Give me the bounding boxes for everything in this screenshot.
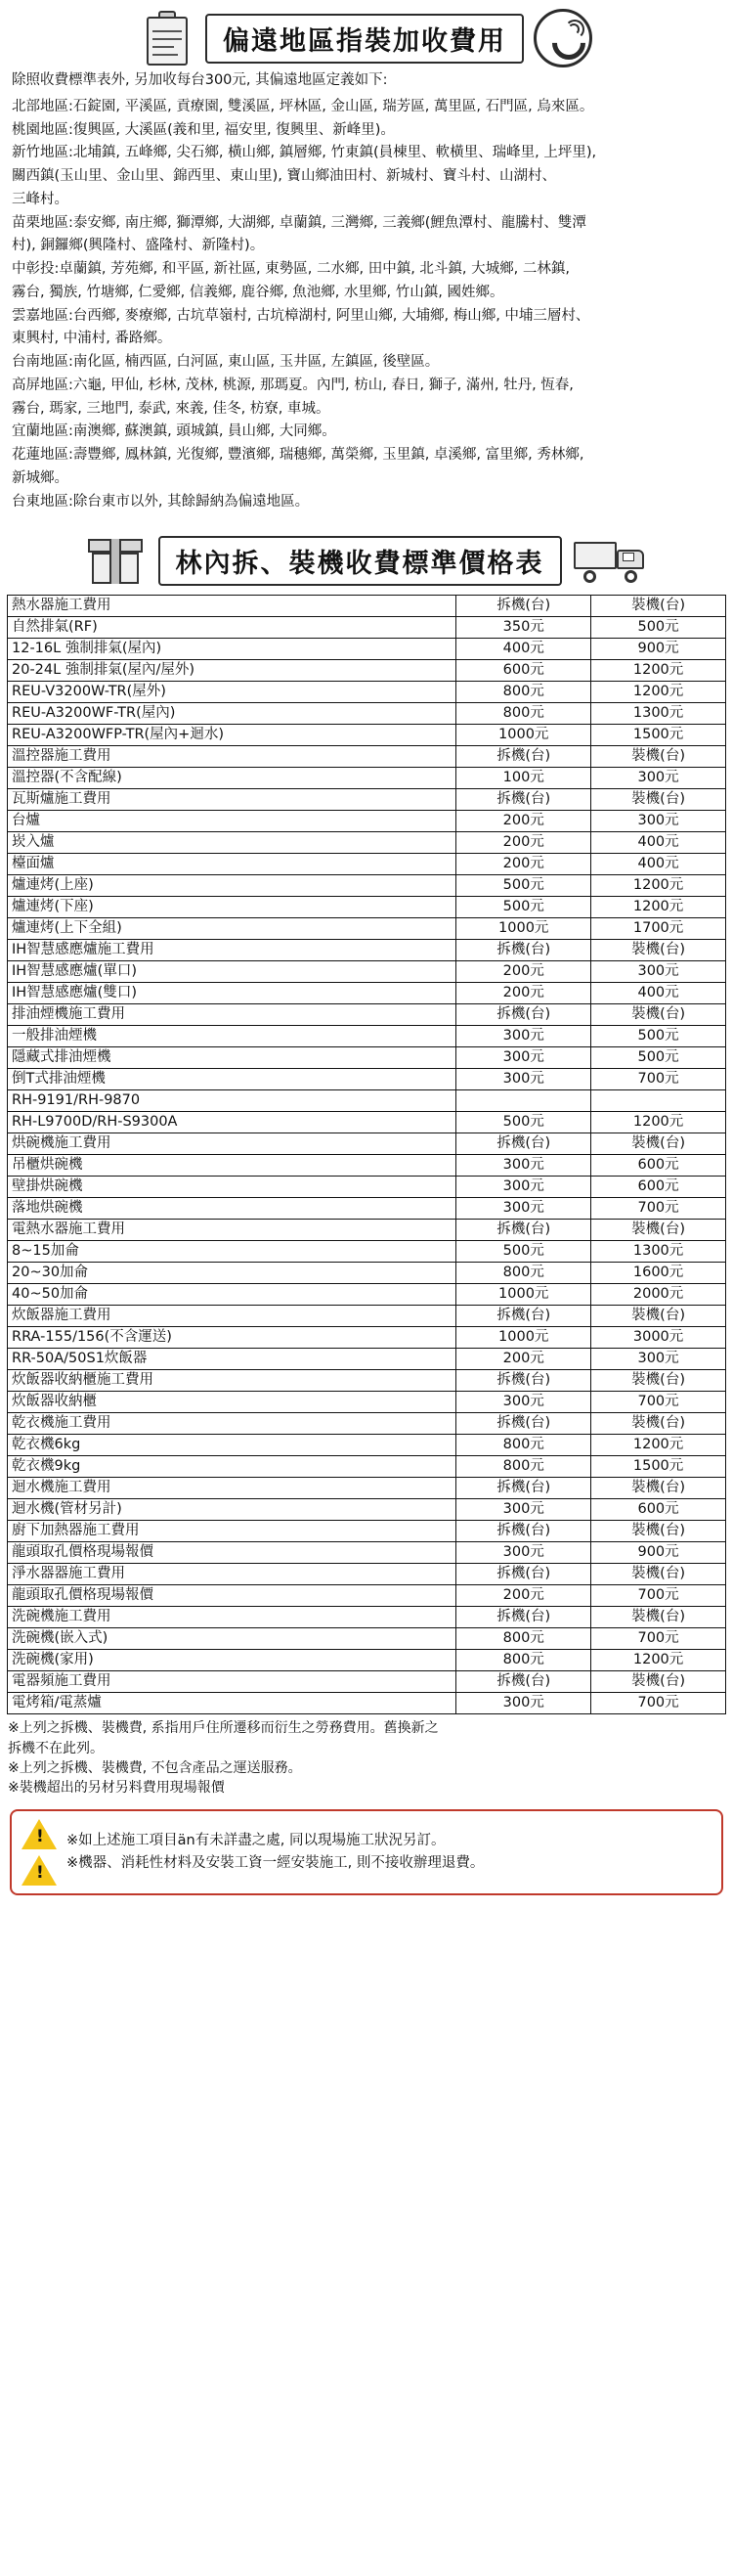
remote-area-line: 三峰村。	[12, 191, 68, 207]
price-install-fee: 3000元	[591, 1327, 726, 1349]
price-removal-fee: 300元	[456, 1177, 591, 1198]
price-item-name: 40~50加侖	[8, 1284, 456, 1306]
price-install-fee: 300元	[591, 1349, 726, 1370]
table-row	[8, 961, 726, 983]
price-removal-fee: 拆機(台)	[456, 1413, 591, 1435]
remote-area-line: 高屏地區:六龜, 甲仙, 杉林, 茂林, 桃源, 那瑪夏。內門, 枋山, 春日, 獅子, 滿州, 牡丹, 恆春,	[12, 377, 574, 393]
price-install-fee: 300元	[591, 811, 726, 832]
price-removal-fee: 300元	[456, 1693, 591, 1714]
table-row	[8, 1585, 726, 1607]
price-removal-fee: 200元	[456, 1349, 591, 1370]
price-install-fee	[591, 1090, 726, 1112]
price-item-name: 乾衣機施工費用	[8, 1413, 456, 1435]
price-item-name: 爐連烤(上座)	[8, 875, 456, 897]
price-install-fee: 裝機(台)	[591, 1607, 726, 1628]
price-install-fee: 400元	[591, 983, 726, 1004]
remote-area-line: 東興村, 中浦村, 番路鄉。	[12, 331, 172, 347]
price-removal-fee: 100元	[456, 768, 591, 789]
note-line: ※上列之拆機、裝機費, 不包含產品之運送服務。	[8, 1759, 302, 1776]
price-removal-fee: 拆機(台)	[456, 940, 591, 961]
price-item-name: RH-9191/RH-9870	[8, 1090, 456, 1112]
price-item-name: RH-L9700D/RH-S9300A	[8, 1112, 456, 1133]
phone-icon	[534, 9, 592, 67]
price-install-fee: 1200元	[591, 682, 726, 703]
price-item-name: 乾衣機6kg	[8, 1435, 456, 1456]
price-table-section-row	[8, 940, 726, 961]
table-row	[8, 832, 726, 854]
table-row	[8, 682, 726, 703]
warning-box	[10, 1809, 723, 1895]
price-item-name: 炊飯器施工費用	[8, 1306, 456, 1327]
price-removal-fee: 拆機(台)	[456, 1521, 591, 1542]
price-removal-fee: 200元	[456, 983, 591, 1004]
price-table-body	[8, 596, 726, 1714]
remote-area-line: 霧台, 獨族, 竹塘鄉, 仁愛鄉, 信義鄉, 鹿谷鄉, 魚池鄉, 水里鄉, 竹山鎮, 國姓鄉。	[12, 284, 504, 300]
table-row	[8, 854, 726, 875]
price-removal-fee: 拆機(台)	[456, 1478, 591, 1499]
price-removal-fee: 拆機(台)	[456, 1306, 591, 1327]
table-row	[8, 1650, 726, 1671]
remote-area-line: 村), 銅鑼鄉(興隆村、盛隆村、新隆村)。	[12, 238, 265, 254]
price-item-name: 龍頭取孔價格現場報價	[8, 1585, 456, 1607]
price-item-name: 爐連烤(下座)	[8, 897, 456, 918]
price-install-fee: 300元	[591, 961, 726, 983]
table-row	[8, 1542, 726, 1564]
price-item-name: 熱水器施工費用	[8, 596, 456, 617]
warning-triangle-icon	[22, 1855, 57, 1886]
price-removal-fee: 200元	[456, 854, 591, 875]
table-row	[8, 1090, 726, 1112]
price-install-fee: 1500元	[591, 1456, 726, 1478]
price-item-name: 自然排氣(RF)	[8, 617, 456, 639]
price-removal-fee: 拆機(台)	[456, 1220, 591, 1241]
price-item-name: 8~15加侖	[8, 1241, 456, 1263]
table-row	[8, 1177, 726, 1198]
table-row	[8, 1198, 726, 1220]
remote-area-line: 新城鄉。	[12, 469, 68, 486]
price-table	[7, 595, 726, 1714]
price-item-name: 電熱水器施工費用	[8, 1220, 456, 1241]
note-line: ※裝機超出的另材另料費用現場報價	[8, 1780, 225, 1797]
price-removal-fee: 800元	[456, 703, 591, 725]
price-install-fee: 400元	[591, 832, 726, 854]
price-item-name: 迴水機施工費用	[8, 1478, 456, 1499]
price-removal-fee: 拆機(台)	[456, 1370, 591, 1392]
price-install-fee: 1600元	[591, 1263, 726, 1284]
price-install-fee: 500元	[591, 617, 726, 639]
price-install-fee: 600元	[591, 1499, 726, 1521]
price-install-fee: 裝機(台)	[591, 1004, 726, 1026]
price-removal-fee: 300元	[456, 1155, 591, 1177]
table-row	[8, 1069, 726, 1090]
price-install-fee: 700元	[591, 1628, 726, 1650]
price-removal-fee: 200元	[456, 811, 591, 832]
warning-triangle-icon	[22, 1819, 57, 1849]
price-item-name: 電烤箱/電蒸爐	[8, 1693, 456, 1714]
table-row	[8, 1026, 726, 1047]
table-row	[8, 1284, 726, 1306]
warning-line: ※機器、消耗性材料及安裝工資一經安裝施工, 則不接收辦理退費。	[66, 1855, 485, 1872]
remote-area-section	[0, 0, 733, 522]
price-install-fee: 700元	[591, 1069, 726, 1090]
table-row	[8, 725, 726, 746]
price-install-fee: 1500元	[591, 725, 726, 746]
table-row	[8, 1241, 726, 1263]
price-item-name: RRA-155/156(不含運送)	[8, 1327, 456, 1349]
table-row	[8, 918, 726, 940]
price-removal-fee: 300元	[456, 1198, 591, 1220]
price-item-name: 落地烘碗機	[8, 1198, 456, 1220]
price-item-name: 崁入爐	[8, 832, 456, 854]
price-removal-fee: 500元	[456, 875, 591, 897]
price-install-fee: 裝機(台)	[591, 1133, 726, 1155]
price-item-name: 倒T式排油煙機	[8, 1069, 456, 1090]
price-install-fee: 1200元	[591, 660, 726, 682]
price-table-section-row	[8, 1478, 726, 1499]
price-table-title: 林內拆、裝機收費標準價格表	[158, 536, 562, 586]
price-item-name: 洗碗機(嵌入式)	[8, 1628, 456, 1650]
price-removal-fee: 300元	[456, 1542, 591, 1564]
price-item-name: 排油煙機施工費用	[8, 1004, 456, 1026]
remote-area-line: 台東地區:除台東市以外, 其餘歸納為偏遠地區。	[12, 493, 310, 510]
price-install-fee: 900元	[591, 1542, 726, 1564]
price-item-name: REU-V3200W-TR(屋外)	[8, 682, 456, 703]
price-removal-fee: 1000元	[456, 1327, 591, 1349]
price-item-name: 台爐	[8, 811, 456, 832]
price-item-name: 12-16L 強制排氣(屋內)	[8, 639, 456, 660]
price-install-fee: 600元	[591, 1177, 726, 1198]
table-row	[8, 983, 726, 1004]
price-removal-fee: 拆機(台)	[456, 1671, 591, 1693]
price-table-section-row	[8, 1004, 726, 1026]
price-item-name: 電器頻施工費用	[8, 1671, 456, 1693]
table-row	[8, 1456, 726, 1478]
warning-line: ※如上述施工項目än有未詳盡之處, 同以現場施工狀況另訂。	[66, 1833, 446, 1849]
price-removal-fee: 800元	[456, 1650, 591, 1671]
price-item-name: 洗碗機施工費用	[8, 1607, 456, 1628]
price-install-fee: 1200元	[591, 1112, 726, 1133]
price-item-name: 廚下加熱器施工費用	[8, 1521, 456, 1542]
price-item-name: IH智慧感應爐(單口)	[8, 961, 456, 983]
price-install-fee: 500元	[591, 1047, 726, 1069]
price-removal-fee: 350元	[456, 617, 591, 639]
price-install-fee: 1200元	[591, 1435, 726, 1456]
price-removal-fee: 1000元	[456, 918, 591, 940]
price-item-name: 爐連烤(上下全組)	[8, 918, 456, 940]
price-table-section-row	[8, 1220, 726, 1241]
remote-area-body	[6, 68, 727, 522]
price-removal-fee: 300元	[456, 1047, 591, 1069]
price-install-fee: 1200元	[591, 875, 726, 897]
remote-area-title: 偏遠地區指裝加收費用	[205, 14, 524, 64]
price-install-fee: 1700元	[591, 918, 726, 940]
price-item-name: IH智慧感應爐施工費用	[8, 940, 456, 961]
table-row	[8, 660, 726, 682]
price-install-fee: 1200元	[591, 897, 726, 918]
remote-area-header	[6, 8, 727, 68]
price-table-section-row	[8, 1607, 726, 1628]
table-row	[8, 897, 726, 918]
price-install-fee: 裝機(台)	[591, 1413, 726, 1435]
table-row	[8, 1349, 726, 1370]
price-removal-fee: 拆機(台)	[456, 596, 591, 617]
price-install-fee: 500元	[591, 1026, 726, 1047]
price-item-name: 烘碗機施工費用	[8, 1133, 456, 1155]
price-removal-fee: 拆機(台)	[456, 1004, 591, 1026]
table-row	[8, 1112, 726, 1133]
remote-area-line: 宜蘭地區:南澳鄉, 蘇澳鎮, 頭城鎮, 員山鄉, 大同鄉。	[12, 423, 336, 440]
price-removal-fee: 300元	[456, 1026, 591, 1047]
price-install-fee: 裝機(台)	[591, 1564, 726, 1585]
price-removal-fee: 800元	[456, 1456, 591, 1478]
price-install-fee: 700元	[591, 1585, 726, 1607]
remote-area-line: 花蓮地區:壽豐鄉, 鳳林鎮, 光復鄉, 豐濱鄉, 瑞穗鄉, 萬榮鄉, 玉里鎮, 卓溪鄉, 富里鄉, 秀林鄉,	[12, 447, 584, 463]
price-table-section-row	[8, 1671, 726, 1693]
price-removal-fee: 500元	[456, 1112, 591, 1133]
price-removal-fee: 200元	[456, 832, 591, 854]
price-item-name: REU-A3200WFP-TR(屋內+迴水)	[8, 725, 456, 746]
price-install-fee: 裝機(台)	[591, 1220, 726, 1241]
price-item-name: 20-24L 強制排氣(屋內/屋外)	[8, 660, 456, 682]
price-item-name: 乾衣機9kg	[8, 1456, 456, 1478]
remote-area-line: 苗栗地區:泰安鄉, 南庄鄉, 獅潭鄉, 大湖鄉, 卓蘭鎮, 三灣鄉, 三義鄉(鯉魚潭村、龍騰村、雙潭	[12, 214, 586, 231]
table-row	[8, 1628, 726, 1650]
price-item-name: 檯面爐	[8, 854, 456, 875]
price-removal-fee: 800元	[456, 1435, 591, 1456]
price-removal-fee: 200元	[456, 1585, 591, 1607]
price-item-name: 炊飯器收納櫃施工費用	[8, 1370, 456, 1392]
price-install-fee: 裝機(台)	[591, 1306, 726, 1327]
price-install-fee: 1300元	[591, 703, 726, 725]
price-item-name: IH智慧感應爐(雙口)	[8, 983, 456, 1004]
price-removal-fee: 300元	[456, 1392, 591, 1413]
price-install-fee: 1200元	[591, 1650, 726, 1671]
remote-area-line: 桃園地區:復興區, 大溪區(義和里, 福安里, 復興里、新峰里)。	[12, 121, 395, 138]
remote-area-line: 雲嘉地區:台西鄉, 麥療鄉, 古坑草嶺村, 古坑樟湖村, 阿里山鄉, 大埔鄉, 梅山鄉, 中埔三層村、	[12, 307, 590, 324]
price-removal-fee: 拆機(台)	[456, 1607, 591, 1628]
price-install-fee: 裝機(台)	[591, 1370, 726, 1392]
price-table-section-row	[8, 1413, 726, 1435]
remote-area-line: 北部地區:石錠園, 平溪區, 貢療園, 雙溪區, 坪林區, 金山區, 瑞芳區, 萬里區, 石門區, 烏來區。	[12, 98, 594, 114]
table-row	[8, 1047, 726, 1069]
price-install-fee: 700元	[591, 1392, 726, 1413]
price-install-fee: 600元	[591, 1155, 726, 1177]
price-removal-fee: 拆機(台)	[456, 746, 591, 768]
remote-area-line: 霧台, 瑪家, 三地門, 泰武, 來義, 佳冬, 枋寮, 車城。	[12, 400, 330, 417]
price-item-name: 吊櫃烘碗機	[8, 1155, 456, 1177]
price-table-section-row	[8, 1370, 726, 1392]
price-removal-fee	[456, 1090, 591, 1112]
table-row	[8, 1155, 726, 1177]
price-install-fee: 裝機(台)	[591, 1478, 726, 1499]
price-install-fee: 裝機(台)	[591, 1521, 726, 1542]
warning-text	[66, 1830, 484, 1875]
table-row	[8, 617, 726, 639]
remote-area-line: 中彰投:卓蘭鎮, 芳苑鄉, 和平區, 新社區, 東勢區, 二水鄉, 田中鎮, 北斗鎮, 大城鄉, 二林鎮,	[12, 261, 570, 277]
warning-icons	[22, 1819, 57, 1886]
table-row	[8, 1693, 726, 1714]
price-install-fee: 700元	[591, 1693, 726, 1714]
price-item-name: 溫控器(不含配線)	[8, 768, 456, 789]
price-table-section-row	[8, 1521, 726, 1542]
price-install-fee: 裝機(台)	[591, 746, 726, 768]
price-table-section	[0, 528, 733, 1714]
price-removal-fee: 拆機(台)	[456, 789, 591, 811]
price-table-header	[0, 528, 733, 593]
price-table-section-row	[8, 596, 726, 617]
price-removal-fee: 300元	[456, 1069, 591, 1090]
table-row	[8, 1435, 726, 1456]
table-row	[8, 811, 726, 832]
price-install-fee: 400元	[591, 854, 726, 875]
note-line: ※上列之拆機、裝機費, 系指用戶住所遷移而衍生之勞務費用。舊換新之	[8, 1720, 439, 1737]
price-install-fee: 裝機(台)	[591, 596, 726, 617]
price-removal-fee: 拆機(台)	[456, 1133, 591, 1155]
price-item-name: 瓦斯爐施工費用	[8, 789, 456, 811]
price-install-fee: 900元	[591, 639, 726, 660]
clipboard-icon	[141, 9, 195, 67]
price-item-name: 溫控器施工費用	[8, 746, 456, 768]
price-removal-fee: 600元	[456, 660, 591, 682]
price-install-fee: 300元	[591, 768, 726, 789]
note-line: 拆機不在此列。	[8, 1740, 104, 1756]
price-item-name: 壁掛烘碗機	[8, 1177, 456, 1198]
price-removal-fee: 400元	[456, 639, 591, 660]
table-row	[8, 639, 726, 660]
price-item-name: 隱藏式排油煙機	[8, 1047, 456, 1069]
price-item-name: 龍頭取孔價格現場報價	[8, 1542, 456, 1564]
price-removal-fee: 500元	[456, 1241, 591, 1263]
price-removal-fee: 800元	[456, 1628, 591, 1650]
table-row	[8, 1327, 726, 1349]
price-table-section-row	[8, 789, 726, 811]
price-item-name: 迴水機(管材另計)	[8, 1499, 456, 1521]
truck-icon	[574, 536, 650, 585]
price-table-section-row	[8, 1306, 726, 1327]
price-install-fee: 裝機(台)	[591, 789, 726, 811]
price-install-fee: 2000元	[591, 1284, 726, 1306]
price-removal-fee: 拆機(台)	[456, 1564, 591, 1585]
table-row	[8, 703, 726, 725]
price-removal-fee: 800元	[456, 1263, 591, 1284]
price-removal-fee: 500元	[456, 897, 591, 918]
price-removal-fee: 800元	[456, 682, 591, 703]
price-item-name: 洗碗機(家用)	[8, 1650, 456, 1671]
notes-block	[0, 1714, 733, 1803]
price-removal-fee: 200元	[456, 961, 591, 983]
price-install-fee: 裝機(台)	[591, 1671, 726, 1693]
price-table-section-row	[8, 1133, 726, 1155]
table-row	[8, 1392, 726, 1413]
table-row	[8, 875, 726, 897]
price-item-name: REU-A3200WF-TR(屋內)	[8, 703, 456, 725]
price-item-name: 20~30加侖	[8, 1263, 456, 1284]
table-row	[8, 1263, 726, 1284]
price-item-name: 淨水器器施工費用	[8, 1564, 456, 1585]
price-install-fee: 裝機(台)	[591, 940, 726, 961]
price-removal-fee: 1000元	[456, 1284, 591, 1306]
price-item-name: 炊飯器收納櫃	[8, 1392, 456, 1413]
price-removal-fee: 300元	[456, 1499, 591, 1521]
price-install-fee: 1300元	[591, 1241, 726, 1263]
price-item-name: RR-50A/50S1炊飯器	[8, 1349, 456, 1370]
price-item-name: 一般排油煙機	[8, 1026, 456, 1047]
remote-area-line: 台南地區:南化區, 楠西區, 白河區, 東山區, 玉井區, 左鎮區, 後壁區。	[12, 354, 440, 370]
table-row	[8, 768, 726, 789]
remote-area-line: 新竹地區:北埔鎮, 五峰鄉, 尖石鄉, 橫山鄉, 鎮層鄉, 竹東鎮(員棟里、軟橫里、瑞峰里, 上坪里),	[12, 145, 597, 161]
price-table-section-row	[8, 746, 726, 768]
box-icon	[84, 533, 147, 588]
remote-area-line: 關西鎮(玉山里、金山里、錦西里、東山里), 寶山鄉油田村、新城村、寶斗村、山湖村、	[12, 168, 557, 184]
remote-area-lead: 除照收費標準表外, 另加收每台300元, 其偏遠地區定義如下:	[12, 72, 388, 88]
price-removal-fee: 1000元	[456, 725, 591, 746]
table-row	[8, 1499, 726, 1521]
price-install-fee: 700元	[591, 1198, 726, 1220]
price-table-section-row	[8, 1564, 726, 1585]
